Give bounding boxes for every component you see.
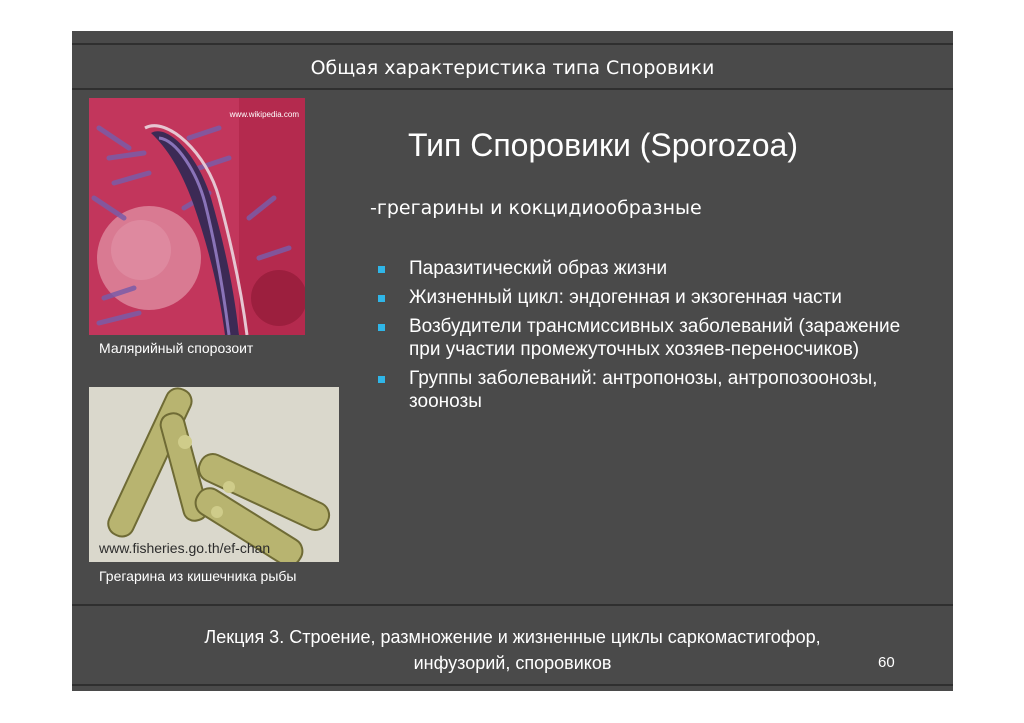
subtitle: -грегарины и кокцидиообразные <box>370 197 702 219</box>
bullet-square-icon <box>378 295 385 302</box>
list-item <box>372 257 932 280</box>
image-watermark: www.fisheries.go.th/ef-chan <box>99 540 271 556</box>
list-item <box>372 315 932 361</box>
list-item <box>372 367 932 413</box>
main-title: Тип Споровики (Sporozoa) <box>408 127 798 163</box>
top-divider <box>72 43 953 45</box>
footer-divider <box>72 604 953 606</box>
sporozoite-image <box>89 98 305 335</box>
gregarine-image <box>89 387 339 562</box>
page-number: 60 <box>878 654 895 671</box>
list-item-text: Жизненный цикл: эндогенная и экзогенная части <box>409 287 842 308</box>
image-watermark: www.wikipedia.com <box>229 110 299 119</box>
bottom-divider <box>72 684 953 686</box>
bullet-square-icon <box>378 376 385 383</box>
bullet-square-icon <box>378 324 385 331</box>
list-item <box>372 286 932 309</box>
footer-line-1: Лекция 3. Строение, размножение и жизненные циклы саркомастигофор, <box>204 627 821 647</box>
list-item-text: Группы заболеваний: антропонозы, антропозоонозы, зоонозы <box>409 368 878 412</box>
list-item-text: Паразитический образ жизни <box>409 258 668 279</box>
gregarine-caption: Грегарина из кишечника рыбы <box>99 568 297 584</box>
bullet-square-icon <box>378 266 385 273</box>
header-divider <box>72 88 953 90</box>
slide <box>72 31 953 691</box>
list-item-text: Возбудители трансмиссивных заболеваний (заражение при участии промежуточных хозяев-переносчиков) <box>409 316 901 360</box>
footer-text <box>72 624 953 676</box>
footer-line-2: инфузорий, споровиков <box>413 653 612 673</box>
sporozoite-caption: Малярийный спорозоит <box>99 340 254 356</box>
bullet-list <box>372 257 932 419</box>
slide-header: Общая характеристика типа Споровики <box>310 57 715 79</box>
